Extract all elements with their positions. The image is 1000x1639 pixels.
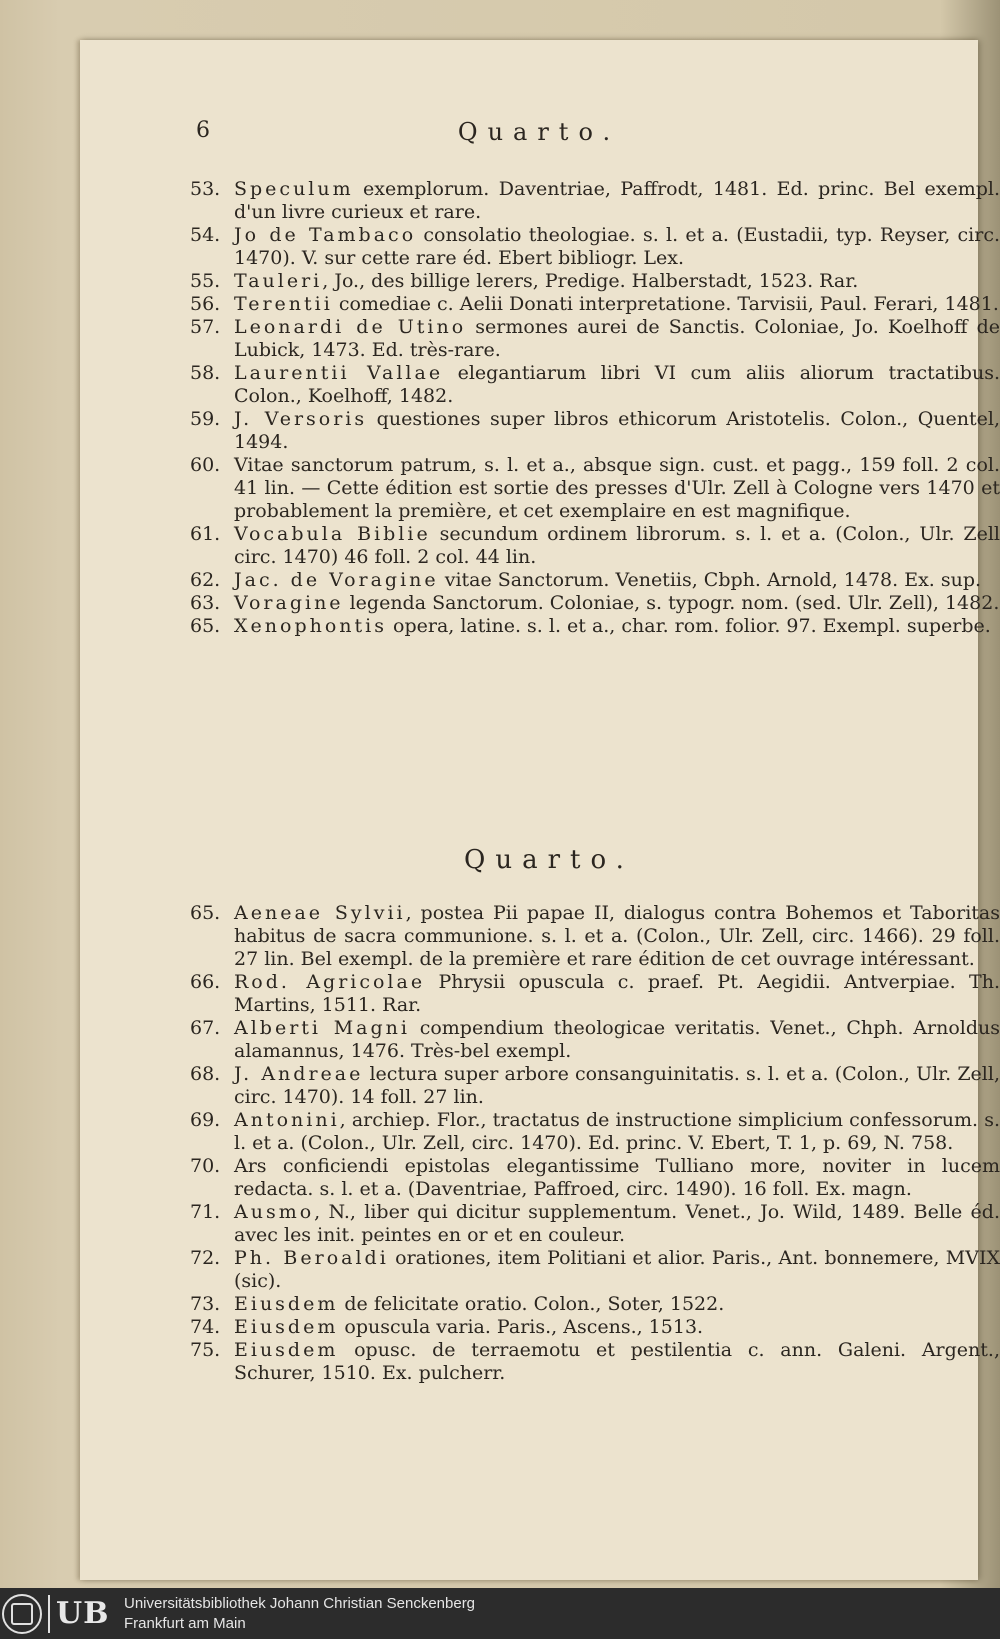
entry-text: [234, 569, 1000, 592]
entry-author: Eiusdem: [234, 1316, 339, 1338]
catalog-entry: [190, 569, 1000, 592]
logo-text: UB: [48, 1595, 110, 1633]
entry-number: 68.: [190, 1063, 221, 1085]
entry-description: orationes, item Politiani et alior. Paris., Ant. bonnemere, MVIX (sic).: [234, 1247, 1000, 1292]
entry-text: [234, 523, 1000, 569]
entry-author: Ph. Beroaldi: [234, 1247, 389, 1269]
entry-number: 73.: [190, 1293, 221, 1315]
entry-number: 61.: [190, 523, 221, 545]
footer-line-city: Frankfurt am Main: [124, 1615, 246, 1632]
entry-description: secundum ordinem librorum. s. l. et a. (Colon., Ulr. Zell circ. 1470) 46 foll. 2 col. 44 lin.: [234, 523, 1000, 568]
entry-description: vitae Sanctorum. Venetiis, Cbph. Arnold, 1478. Ex. sup.: [438, 569, 982, 591]
entry-author: Laurentii Vallae: [234, 362, 444, 384]
entry-text: [234, 1339, 1000, 1385]
entry-description: de felicitate oratio. Colon., Soter, 1522.: [338, 1293, 725, 1315]
entry-description: sermones aurei de Sanctis. Coloniae, Jo. Koelhoff de Lubick, 1473. Ed. très-rare.: [234, 316, 1000, 361]
section-heading: Quarto.: [464, 845, 634, 875]
entry-description: exemplorum. Daventriae, Paffrodt, 1481. Ed. princ. Bel exempl. d'un livre curieux et rare.: [234, 178, 1000, 223]
entry-description: Ars conficiendi epistolas elegantissime Tulliano more, noviter in lucem redacta. s. l. et a. (Daventriae, Paffroed, circ. 1490). 16 foll. Ex. magn.: [234, 1155, 1000, 1200]
entry-number: 66.: [190, 971, 221, 993]
entry-author: Eiusdem: [234, 1339, 339, 1361]
entry-description: opusc. de terraemotu et pestilentia c. ann. Galeni. Argent., Schurer, 1510. Ex. pulcherr.: [234, 1339, 1000, 1384]
entry-text: [234, 1063, 1000, 1109]
entry-author: Antonini: [234, 1109, 340, 1131]
entry-author: J. Andreae: [234, 1063, 364, 1085]
entry-number: 75.: [190, 1339, 221, 1361]
catalog-entry: [190, 408, 1000, 454]
footer-credit: [124, 1594, 475, 1634]
entry-text: [234, 454, 1000, 523]
entry-text: [234, 615, 1000, 638]
library-logo: [2, 1592, 114, 1636]
entry-author: Alberti Magni: [234, 1017, 410, 1039]
catalog-entry: [190, 178, 1000, 224]
catalog-entry: [190, 454, 1000, 523]
entry-author: Rod. Agricolae: [234, 971, 426, 993]
catalog-entry: [190, 1316, 1000, 1339]
entry-author: Xenophontis: [234, 615, 387, 637]
entry-number: 74.: [190, 1316, 221, 1338]
entry-author: Speculum: [234, 178, 354, 200]
entry-description: consolatio theologiae. s. l. et a. (Eustadii, typ. Reyser, circ. 1470). V. sur cette rare éd. Ebert bibliogr. Lex.: [234, 224, 1000, 269]
catalog-entry: [190, 1063, 1000, 1109]
entry-description: compendium theologicae veritatis. Venet., Chph. Arnoldus alamannus, 1476. Très-bel exempl.: [234, 1017, 1000, 1062]
catalog-entry: [190, 1339, 1000, 1385]
entry-number: 67.: [190, 1017, 221, 1039]
entry-text: [234, 1109, 1000, 1155]
entry-text: [234, 1316, 1000, 1339]
entry-author: Tauleri: [234, 270, 323, 292]
catalog-entry: [190, 1017, 1000, 1063]
catalog-entry: [190, 1109, 1000, 1155]
entry-description: Phrysii opuscula c. praef. Pt. Aegidii. Antverpiae. Th. Martins, 1511. Rar.: [234, 971, 1000, 1016]
entry-text: [234, 1017, 1000, 1063]
entry-description: opera, latine. s. l. et a., char. rom. folior. 97. Exempl. superbe.: [386, 615, 991, 637]
entry-description: comediae c. Aelii Donati interpretatione. Tarvisii, Paul. Ferari, 1481.: [332, 293, 999, 315]
entry-author: Jac. de Voragine: [234, 569, 439, 591]
entry-author: Aeneae Sylvii: [234, 902, 406, 924]
entry-number: 71.: [190, 1201, 221, 1223]
catalog-entry: [190, 592, 1000, 615]
entry-number: 58.: [190, 362, 221, 384]
entry-author: Eiusdem: [234, 1293, 339, 1315]
entry-author: Vocabula Biblie: [234, 523, 431, 545]
entry-number: 62.: [190, 569, 221, 591]
entry-description: elegantiarum libri VI cum aliis aliorum tractatibus. Colon., Koelhoff, 1482.: [234, 362, 1000, 407]
entry-text: [234, 224, 1000, 270]
entry-number: 70.: [190, 1155, 221, 1177]
entry-text: [234, 362, 1000, 408]
entry-description: , postea Pii papae II, dialogus contra Bohemos et Taboritas habitus de sacra communione. s. l. et a. (Colon., Ulr. Zell, circ. 1466). 29 foll. 27 lin. Bel exempl. de la première et rare édition de cet ouvrage intéressant.: [234, 902, 1000, 970]
catalog-entry: [190, 902, 1000, 971]
running-head: [80, 118, 978, 154]
entry-text: [234, 971, 1000, 1017]
entry-description: Vitae sanctorum patrum, s. l. et a., absque sign. cust. et pagg., 159 foll. 2 col. 41 lin. — Cette édition est sortie des presses d'Ulr. Zell à Cologne vers 1470 et probablement la première, et cet exemplaire en est magnifique.: [234, 454, 1000, 522]
entry-list-first: [190, 178, 1000, 638]
entry-text: [234, 1155, 1000, 1201]
entry-description: questiones super libros ethicorum Aristotelis. Colon., Quentel, 1494.: [234, 408, 1000, 453]
entry-author: J. Versoris: [234, 408, 368, 430]
entry-text: [234, 1293, 1000, 1316]
entry-author: Jo de Tambaco: [234, 224, 417, 246]
entry-author: Terentii: [234, 293, 333, 315]
catalog-entry: [190, 1247, 1000, 1293]
page-number: 6: [196, 118, 210, 143]
entry-description: lectura super arbore consanguinitatis. s. l. et a. (Colon., Ulr. Zell, circ. 1470). 14 foll. 27 lin.: [234, 1063, 1000, 1108]
entry-author: Ausmo: [234, 1201, 315, 1223]
catalog-entry: [190, 523, 1000, 569]
catalog-entry: [190, 971, 1000, 1017]
entry-number: 60.: [190, 454, 221, 476]
catalog-entry: [190, 1155, 1000, 1201]
seal-icon: [2, 1594, 42, 1634]
catalog-entry: [190, 316, 1000, 362]
entry-number: 65.: [190, 615, 221, 637]
entry-description: , Jo., des billige lerers, Predige. Halberstadt, 1523. Rar.: [322, 270, 859, 292]
catalog-entry: [190, 1201, 1000, 1247]
document-page: [80, 40, 1000, 1580]
entry-text: [234, 408, 1000, 454]
entry-number: 63.: [190, 592, 221, 614]
catalog-entry: [190, 224, 1000, 270]
entry-text: [234, 902, 1000, 971]
entry-text: [234, 316, 1000, 362]
entry-number: 55.: [190, 270, 221, 292]
catalog-entry: [190, 1293, 1000, 1316]
catalog-entry: [190, 270, 1000, 293]
entry-description: opuscula varia. Paris., Ascens., 1513.: [338, 1316, 704, 1338]
entry-author: Leonardi de Utino: [234, 316, 467, 338]
catalog-entry: [190, 615, 1000, 638]
entry-text: [234, 178, 1000, 224]
entry-number: 69.: [190, 1109, 221, 1131]
entry-number: 57.: [190, 316, 221, 338]
entry-number: 59.: [190, 408, 221, 430]
library-footer: [0, 1588, 1000, 1639]
entry-description: , N., liber qui dicitur supplementum. Venet., Jo. Wild, 1489. Belle éd. avec les init. peintes en or et en couleur.: [234, 1201, 1000, 1246]
footer-line-institution: Universitätsbibliothek Johann Christian Senckenberg: [124, 1595, 476, 1612]
catalog-entry: [190, 293, 1000, 316]
entry-list-second: [190, 902, 1000, 1385]
entry-number: 54.: [190, 224, 221, 246]
entry-text: [234, 1201, 1000, 1247]
catalog-entry: [190, 362, 1000, 408]
entry-number: 72.: [190, 1247, 221, 1269]
entry-text: [234, 1247, 1000, 1293]
entry-description: , archiep. Flor., tractatus de instructione simplicium confessorum. s. l. et a. (Colon., Ulr. Zell, circ. 1470). Ed. princ. V. Ebert, T. 1, p. 69, N. 758.: [234, 1109, 1000, 1154]
entry-text: [234, 592, 1000, 615]
running-title: Quarto.: [457, 118, 621, 146]
entry-number: 53.: [190, 178, 221, 200]
entry-text: [234, 293, 1000, 316]
entry-description: legenda Sanctorum. Coloniae, s. typogr. nom. (sed. Ulr. Zell), 1482.: [343, 592, 1000, 614]
entry-number: 56.: [190, 293, 221, 315]
entry-author: Voragine: [234, 592, 344, 614]
entry-number: 65.: [190, 902, 221, 924]
entry-text: [234, 270, 1000, 293]
